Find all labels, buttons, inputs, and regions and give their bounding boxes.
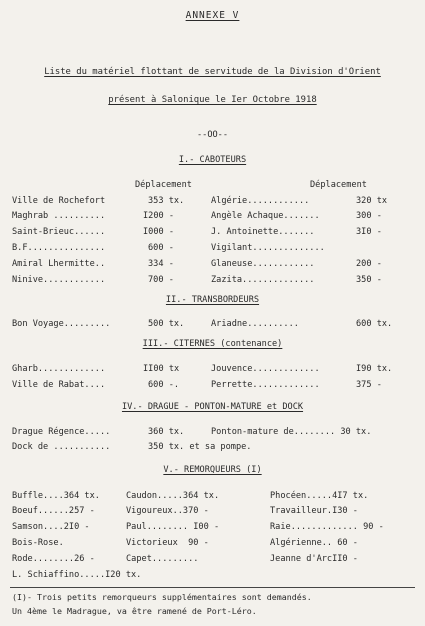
list-item-value: 200 - <box>356 259 382 269</box>
list-item: Jouvence............. <box>211 364 320 374</box>
list-item-value: 350 - <box>356 275 382 285</box>
footnote-line-2: Un 4ème le Madrague, va être ramené de Port-Léro. <box>12 606 257 616</box>
list-item-value: II00 tx <box>143 364 180 374</box>
list-item <box>12 228 105 237</box>
list-item: Algérie............ <box>211 196 310 206</box>
list-item: Caudon.....364 tx. <box>126 491 220 501</box>
separator: --OO-- <box>196 130 229 140</box>
list-title-line-2: présent à Salonique le Ier Octobre 1918 <box>108 95 317 105</box>
list-item: Perrette............. <box>211 380 320 390</box>
list-item-value: 300 - <box>356 211 382 221</box>
list-item: Vigoureux..370 - <box>126 506 209 516</box>
list-item: Drague Régence..... <box>12 427 111 437</box>
list-item: Victorieux 90 - <box>126 538 209 548</box>
list-item-value: 334 - <box>148 259 174 269</box>
list-item: Zazita.............. <box>211 275 315 285</box>
section-heading-drague: IV.- DRAGUE - PONTON-MATURE et DOCK <box>121 402 304 412</box>
list-item: Capet......... <box>126 554 199 564</box>
list-item: Bois-Rose. <box>12 538 64 548</box>
vessel-name: Maghrab .......... <box>12 211 106 221</box>
list-item: Ville de Rabat.... <box>12 380 106 390</box>
list-item: Boeuf......257 - <box>12 506 95 516</box>
list-item-value: 353 tx. <box>148 196 185 206</box>
vessel-name: Ville de Rochefort <box>12 196 106 206</box>
annex-title: ANNEXE V <box>185 10 240 21</box>
list-item-value: 320 tx <box>356 196 388 206</box>
list-item: Buffle....364 tx. <box>12 491 100 501</box>
list-item-value: 700 - <box>148 275 174 285</box>
list-item <box>12 244 105 253</box>
list-item-value: 500 tx. <box>148 319 185 329</box>
list-item: Ponton-mature de........ 30 tx. <box>211 427 372 437</box>
list-item-value: 360 tx. <box>148 427 185 437</box>
section-heading-caboteurs: I.- CABOTEURS <box>178 155 247 165</box>
list-item: J. Antoinette....... <box>211 227 315 237</box>
list-item: Glaneuse............ <box>211 259 315 269</box>
list-item: Paul........ I00 - <box>126 522 220 532</box>
list-item-value: 600 - <box>148 243 174 253</box>
list-item <box>12 276 105 285</box>
list-item-value: 350 tx. et sa pompe. <box>148 442 252 452</box>
list-item-value: 375 - <box>356 380 382 390</box>
column-header-right: Déplacement <box>310 180 367 190</box>
list-item-value: 3I0 - <box>356 227 382 237</box>
list-item <box>12 197 105 206</box>
list-item-value: I000 - <box>143 227 175 237</box>
list-item: Gharb............. <box>12 364 106 374</box>
footnote-line-1: (I)- Trois petits remorqueurs supplémentaires sont demandés. <box>12 592 312 602</box>
section-heading-transbordeurs: II.- TRANSBORDEURS <box>165 295 260 305</box>
vessel-name: Ninive............ <box>12 275 106 285</box>
vessel-name: B.F............... <box>12 243 106 253</box>
list-item: Jeanne d'ArcII0 - <box>270 554 358 564</box>
list-item-value: I90 tx. <box>356 364 393 374</box>
list-item: Dock de ........... <box>12 442 111 452</box>
list-item-value: 600 -. <box>148 380 180 390</box>
list-title-line-1: Liste du matériel flottant de servitude de la Division d'Orient <box>44 67 381 77</box>
list-item: Bon Voyage......... <box>12 319 111 329</box>
list-item: Vigilant.............. <box>211 243 325 253</box>
section-heading-remorqueurs: V.- REMORQUEURS (I) <box>163 465 262 475</box>
list-item: Ariadne.......... <box>211 319 299 329</box>
vessel-name: Amiral Lhermitte.. <box>12 259 106 269</box>
list-item <box>12 212 105 221</box>
footnote-divider <box>10 587 415 588</box>
list-item-value: 600 tx. <box>356 319 393 329</box>
list-item: L. Schiaffino.....I20 tx. <box>12 570 142 580</box>
list-item-value: I200 - <box>143 211 175 221</box>
list-item: Phocéen.....4I7 tx. <box>270 491 369 501</box>
section-heading-citernes: III.- CITERNES (contenance) <box>142 339 283 349</box>
list-item <box>12 260 105 269</box>
list-item: Angèle Achaque....... <box>211 211 320 221</box>
vessel-name: Saint-Brieuc...... <box>12 227 106 237</box>
list-item: Rode........26 - <box>12 554 95 564</box>
list-item: Raie............. 90 - <box>270 522 384 532</box>
column-header-left: Déplacement <box>135 180 192 190</box>
list-item: Algérienne.. 60 - <box>270 538 358 548</box>
list-item: Travailleur.I30 - <box>270 506 358 516</box>
list-item: Samson....2I0 - <box>12 522 90 532</box>
